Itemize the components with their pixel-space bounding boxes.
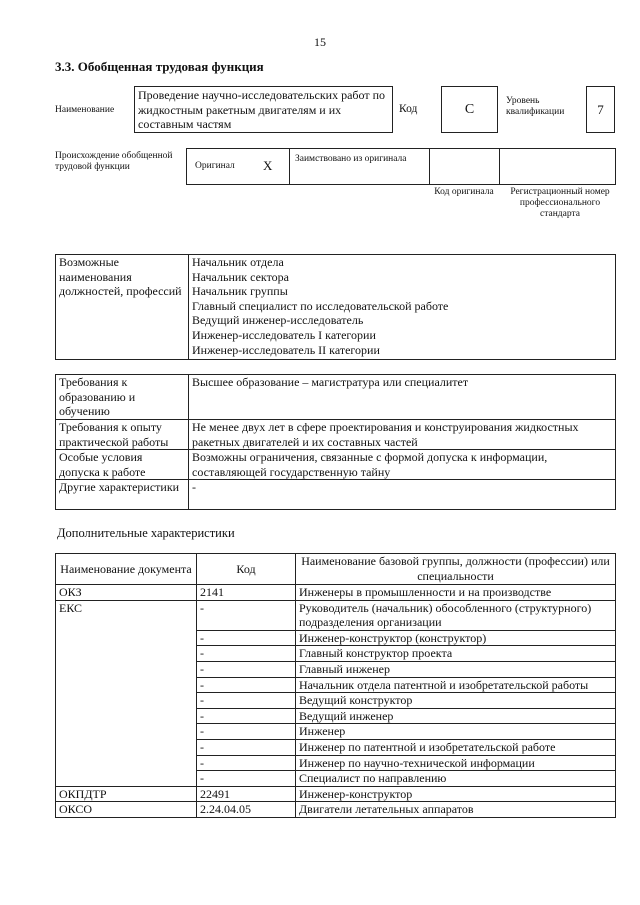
additional-header-row — [56, 554, 616, 585]
requirement-value: Высшее образование – магистратура или специалитет — [189, 375, 616, 420]
header-code: Код — [197, 554, 296, 585]
cell-name: Инженер по патентной и изобретательской работе — [296, 739, 616, 755]
position-item: Инженер-исследователь II категории — [192, 342, 380, 357]
position-item: Начальник группы — [192, 284, 288, 299]
cell-document: ЕКС — [56, 600, 197, 786]
requirement-row — [56, 450, 616, 480]
table-row — [56, 600, 616, 630]
position-item: Главный специалист по исследовательской работе — [192, 298, 449, 313]
cell-name: Инженер-конструктор — [296, 786, 616, 802]
cell-document: ОКПДТР — [56, 786, 197, 802]
code-caption: Код оригинала — [434, 187, 494, 197]
requirement-value: - — [189, 480, 616, 510]
positions-list — [189, 255, 616, 360]
cell-name: Ведущий инженер — [296, 708, 616, 724]
origin-table — [186, 148, 616, 185]
positions-table — [55, 254, 616, 360]
requirement-label: Требования к опыту практической работы — [56, 420, 189, 450]
positions-label: Возможные наименования должностей, профессий — [56, 255, 189, 360]
reg-caption: Регистрационный номер профессионального стандарта — [510, 187, 610, 219]
requirement-value: Возможны ограничения, связанные с формой допуска к информации, составляющей государственную тайну — [189, 450, 616, 480]
origin-label: Происхождение обобщенной трудовой функции — [55, 151, 173, 172]
cell-code: 2141 — [197, 585, 296, 601]
requirement-value: Не менее двух лет в сфере проектирования и конструирования жидкостных ракетных двигателей и их составных частей — [189, 420, 616, 450]
cell-name: Начальник отдела патентной и изобретательской работы — [296, 677, 616, 693]
requirement-row — [56, 480, 616, 510]
requirement-label: Особые условия допуска к работе — [56, 450, 189, 480]
cell-document: ОКСО — [56, 802, 197, 818]
cell-code: - — [197, 600, 296, 630]
section-heading: 3.3. Обобщенная трудовая функция — [55, 59, 264, 74]
table-row — [56, 585, 616, 601]
name-label: Наименование — [55, 105, 115, 115]
cell-name: Инженер — [296, 724, 616, 740]
code-value: C — [441, 86, 498, 133]
cell-code: 2.24.04.05 — [197, 802, 296, 818]
requirements-table — [55, 374, 616, 510]
position-item: Ведущий инженер-исследователь — [192, 313, 364, 328]
table-row — [56, 802, 616, 818]
cell-name: Ведущий конструктор — [296, 693, 616, 709]
function-name: Проведение научно-исследовательских работ по жидкостным ракетным двигателям и их составным частям — [134, 86, 393, 133]
cell-code: - — [197, 630, 296, 646]
header-document: Наименование документа — [56, 554, 197, 585]
cell-document: ОКЗ — [56, 585, 197, 601]
original-mark: X — [263, 158, 273, 173]
header-name: Наименование базовой группы, должности (профессии) или специальности — [296, 554, 616, 585]
requirement-row — [56, 420, 616, 450]
requirement-label: Другие характеристики — [56, 480, 189, 510]
cell-code: 22491 — [197, 786, 296, 802]
cell-name: Двигатели летательных аппаратов — [296, 802, 616, 818]
cell-code: - — [197, 739, 296, 755]
position-item: Начальник отдела — [192, 255, 284, 269]
cell-code: - — [197, 677, 296, 693]
code-label: Код — [399, 103, 418, 115]
cell-name: Главный инженер — [296, 661, 616, 677]
cell-name: Инженеры в промышленности и на производстве — [296, 585, 616, 601]
cell-name: Инженер-конструктор (конструктор) — [296, 630, 616, 646]
level-value: 7 — [586, 86, 615, 133]
borrowed-label: Заимствовано из оригинала — [295, 154, 407, 164]
page-number: 15 — [314, 35, 326, 49]
cell-name: Главный конструктор проекта — [296, 646, 616, 662]
table-row — [56, 786, 616, 802]
cell-code: - — [197, 755, 296, 771]
additional-table — [55, 553, 616, 818]
requirement-row — [56, 375, 616, 420]
cell-code: - — [197, 646, 296, 662]
position-item: Начальник сектора — [192, 269, 289, 284]
cell-name: Специалист по направлению — [296, 771, 616, 787]
additional-title: Дополнительные характеристики — [57, 526, 235, 540]
cell-name: Инженер по научно-технической информации — [296, 755, 616, 771]
cell-code: - — [197, 693, 296, 709]
cell-code: - — [197, 708, 296, 724]
cell-name: Руководитель (начальник) обособленного (структурного) подразделения организации — [296, 600, 616, 630]
cell-code: - — [197, 661, 296, 677]
position-item: Инженер-исследователь I категории — [192, 327, 376, 342]
cell-code: - — [197, 724, 296, 740]
level-label: Уровень квалификации — [506, 96, 565, 117]
requirement-label: Требования к образованию и обучению — [56, 375, 189, 420]
cell-code: - — [197, 771, 296, 787]
original-label: Оригинал — [195, 161, 235, 171]
